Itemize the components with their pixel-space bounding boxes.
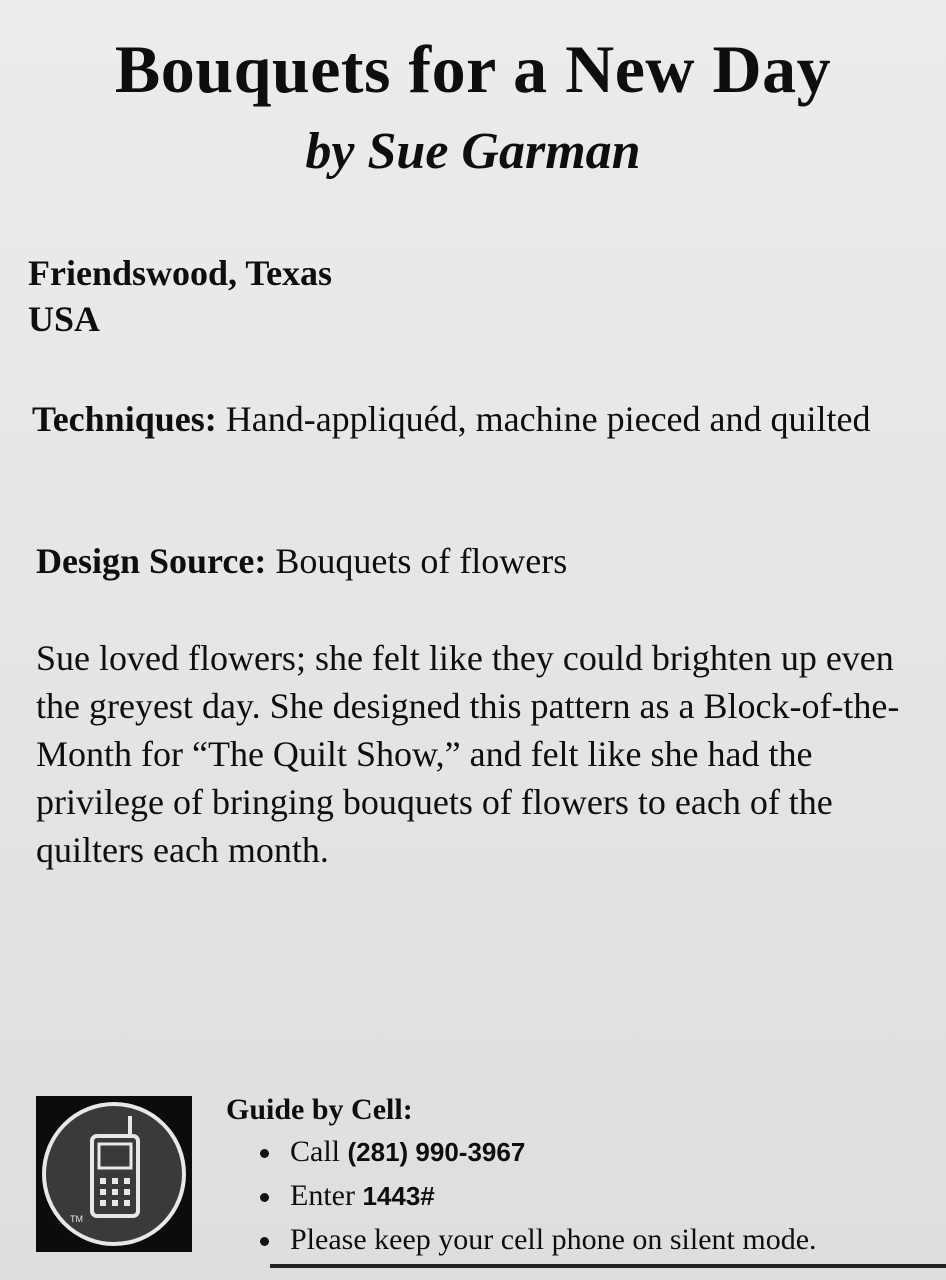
techniques-section — [32, 396, 912, 442]
guide-item-note: Please keep your cell phone on silent mode. — [256, 1218, 817, 1262]
quilt-title: Bouquets for a New Day — [114, 31, 832, 107]
guide-item-call — [256, 1130, 817, 1174]
cell-phone-icon — [36, 1096, 192, 1252]
bottom-divider — [270, 1264, 946, 1268]
location-city-state: Friendswood, Texas — [28, 253, 333, 293]
phone-number: (281) 990-3967 — [347, 1137, 526, 1167]
guide-item-enter — [256, 1174, 817, 1218]
artist-byline: by Sue Garman — [305, 123, 641, 180]
quilt-description: Sue loved flowers; she felt like they could brighten up even the greyest day. She designed this pattern as a Block-of-the-Month for “The Quilt Show,” and felt like she had the privilege of bringing bouquets of flowers to each of the quilters each month. — [36, 638, 900, 870]
guide-code: 1443# — [362, 1181, 435, 1211]
guide-title: Guide by Cell: — [226, 1093, 413, 1126]
trademark-text: TM — [70, 1214, 83, 1224]
techniques-value: Hand-appliquéd, machine pieced and quilted — [225, 399, 871, 439]
guide-instructions — [226, 1130, 817, 1262]
design-source-value: Bouquets of flowers — [275, 541, 568, 581]
design-source-section — [36, 538, 916, 584]
design-source-label: Design Source: — [36, 541, 267, 581]
artist-location — [28, 250, 332, 342]
location-country: USA — [28, 299, 101, 339]
enter-prefix: Enter — [290, 1179, 355, 1212]
techniques-label: Techniques: — [32, 399, 217, 439]
call-prefix: Call — [290, 1135, 340, 1168]
guide-by-cell — [226, 1090, 817, 1262]
